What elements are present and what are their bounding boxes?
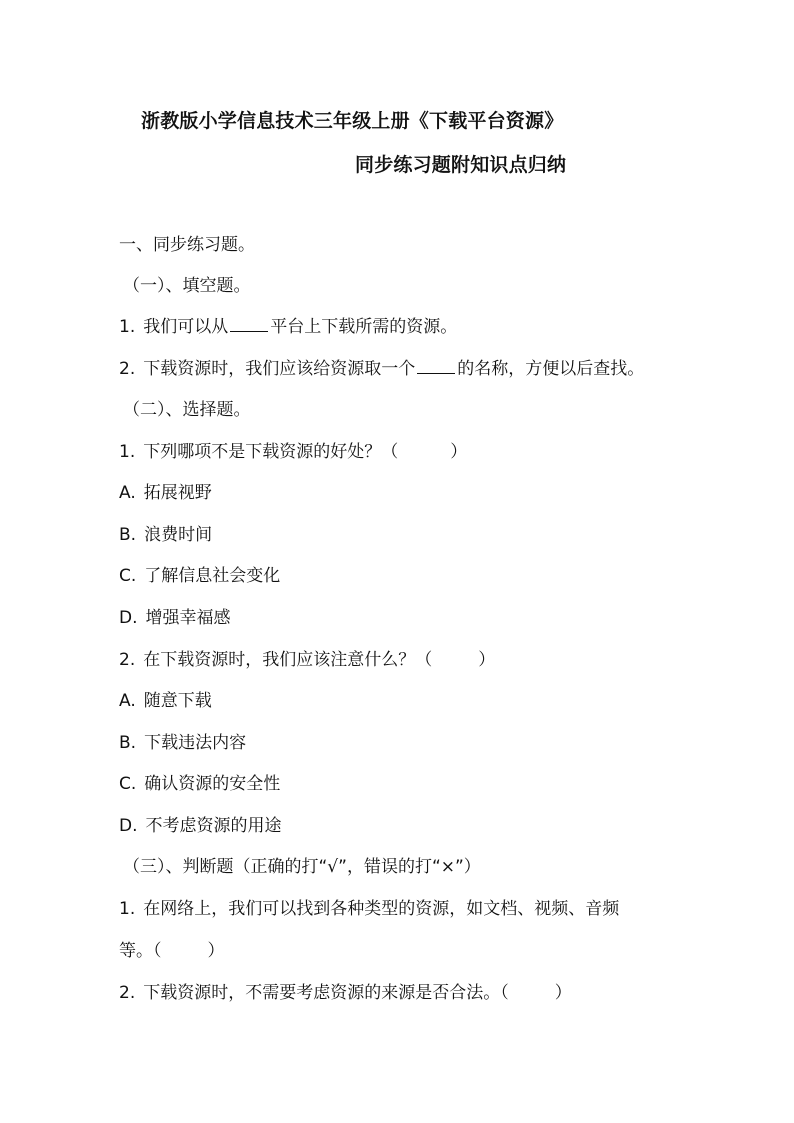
question-close-paren: ） [450, 442, 468, 462]
option-key: D. [119, 608, 138, 628]
judge-question-1 [119, 897, 619, 921]
answer-blank [230, 317, 268, 332]
question-text: 在下载资源时，我们应该注意什么？（ [143, 650, 433, 670]
document-title-line2: 同步练习题附知识点归纳 [355, 154, 567, 176]
question-number: 1. [119, 899, 136, 919]
option-text: 不考虑资源的用途 [145, 816, 282, 836]
fill-question-1 [119, 315, 457, 339]
option-text: 下载违法内容 [144, 733, 247, 753]
choice-heading: （二）、选择题。 [123, 400, 251, 420]
option-text: 增强幸福感 [145, 608, 231, 628]
option-key: B. [119, 733, 137, 753]
judge-question-2 [119, 981, 572, 1005]
answer-blank [417, 359, 455, 374]
question-text: 在网络上，我们可以找到各种类型的资源，如文档、视频、音频 [143, 899, 620, 919]
option-text: 拓展视野 [143, 483, 212, 503]
option-key: C. [119, 566, 137, 586]
option-key: A. [119, 691, 136, 711]
fill-question-2 [119, 357, 644, 381]
choice-option [119, 731, 246, 755]
choice-option [119, 689, 212, 713]
document-title-line1: 浙教版小学信息技术三年级上册《下载平台资源》 [141, 110, 564, 132]
option-text: 随意下载 [143, 691, 212, 711]
question-text: 下列哪项不是下载资源的好处？（ [143, 442, 399, 462]
question-close-paren: ） [207, 941, 225, 961]
option-text: 了解信息社会变化 [144, 566, 281, 586]
question-number: 2. [119, 983, 136, 1003]
choice-question-1 [119, 440, 467, 464]
section-heading: 一、同步练习题。 [119, 235, 255, 255]
option-text: 确认资源的安全性 [144, 774, 281, 794]
judge-heading: （三）、判断题（正确的打“√”，错误的打“×”） [123, 857, 481, 877]
choice-question-2 [119, 648, 495, 672]
choice-option [119, 772, 280, 796]
option-key: B. [119, 525, 137, 545]
question-text: 下载资源时，不需要考虑资源的来源是否合法。（ [143, 983, 509, 1003]
question-number: 1. [119, 442, 136, 462]
question-text-pre: 我们可以从 [143, 317, 229, 337]
option-key: D. [119, 816, 138, 836]
option-key: A. [119, 483, 136, 503]
judge-question-1-continued [119, 939, 225, 963]
fill-blank-heading: （一）、填空题。 [123, 276, 251, 296]
option-key: C. [119, 774, 137, 794]
question-number: 1. [119, 317, 136, 337]
question-close-paren: ） [554, 983, 572, 1003]
choice-option [119, 564, 280, 588]
question-text-post: 平台上下载所需的资源。 [270, 317, 458, 337]
question-text-post: 的名称，方便以后查找。 [457, 359, 645, 379]
question-number: 2. [119, 359, 136, 379]
choice-option [119, 814, 282, 838]
choice-option [119, 523, 212, 547]
question-number: 2. [119, 650, 136, 670]
choice-option [119, 481, 212, 505]
question-close-paren: ） [478, 650, 496, 670]
choice-option [119, 606, 231, 630]
question-text: 等。（ [119, 941, 162, 961]
option-text: 浪费时间 [144, 525, 213, 545]
question-text-pre: 下载资源时，我们应该给资源取一个 [143, 359, 416, 379]
